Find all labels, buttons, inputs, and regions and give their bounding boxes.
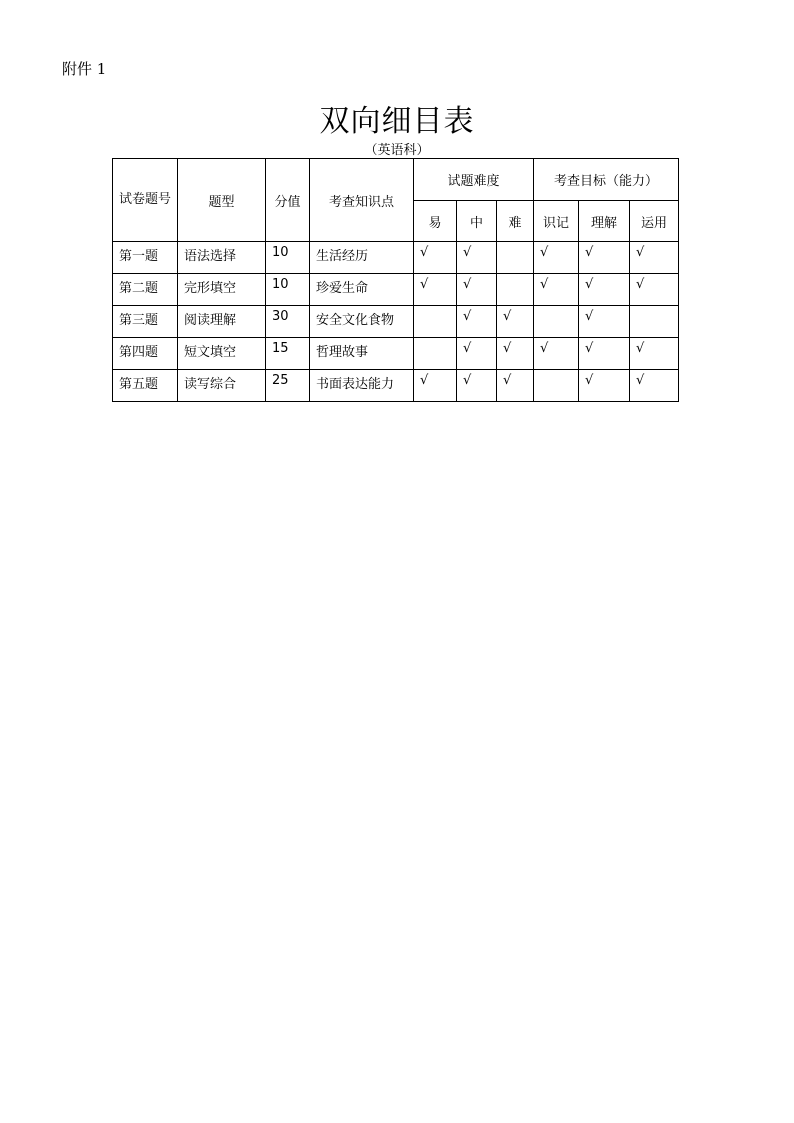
cell-apply-check: √ bbox=[630, 242, 679, 274]
cell-medium-check: √ bbox=[457, 306, 497, 338]
header-difficulty: 试题难度 bbox=[414, 159, 534, 201]
cell-memorize-check bbox=[534, 370, 579, 402]
header-hard: 难 bbox=[497, 201, 534, 242]
table-row bbox=[113, 242, 679, 274]
cell-score: 30 bbox=[266, 306, 310, 338]
table-row bbox=[113, 274, 679, 306]
cell-memorize-check bbox=[534, 306, 579, 338]
cell-memorize-check: √ bbox=[534, 338, 579, 370]
cell-score: 10 bbox=[266, 242, 310, 274]
cell-knowledge: 生活经历 bbox=[310, 242, 414, 274]
cell-hard-check bbox=[497, 274, 534, 306]
header-question-type: 题型 bbox=[178, 159, 266, 242]
cell-medium-check: √ bbox=[457, 274, 497, 306]
cell-apply-check: √ bbox=[630, 370, 679, 402]
header-easy: 易 bbox=[414, 201, 457, 242]
cell-hard-check: √ bbox=[497, 338, 534, 370]
cell-hard-check bbox=[497, 242, 534, 274]
attachment-label: 附件 1 bbox=[62, 60, 107, 78]
cell-knowledge: 安全文化食物 bbox=[310, 306, 414, 338]
cell-easy-check: √ bbox=[414, 274, 457, 306]
cell-apply-check: √ bbox=[630, 338, 679, 370]
cell-understand-check: √ bbox=[579, 242, 630, 274]
header-understand: 理解 bbox=[579, 201, 630, 242]
cell-knowledge: 书面表达能力 bbox=[310, 370, 414, 402]
header-memorize: 识记 bbox=[534, 201, 579, 242]
page-subtitle: （英语科） bbox=[364, 143, 430, 158]
specification-table bbox=[112, 158, 679, 402]
cell-score: 10 bbox=[266, 274, 310, 306]
cell-understand-check: √ bbox=[579, 274, 630, 306]
cell-medium-check: √ bbox=[457, 338, 497, 370]
cell-easy-check: √ bbox=[414, 370, 457, 402]
header-knowledge: 考查知识点 bbox=[310, 159, 414, 242]
table-row bbox=[113, 370, 679, 402]
cell-question-type: 阅读理解 bbox=[178, 306, 266, 338]
table-row bbox=[113, 306, 679, 338]
header-score: 分值 bbox=[266, 159, 310, 242]
cell-knowledge: 哲理故事 bbox=[310, 338, 414, 370]
page-title: 双向细目表 bbox=[319, 104, 475, 139]
cell-question-type: 读写综合 bbox=[178, 370, 266, 402]
cell-question-type: 短文填空 bbox=[178, 338, 266, 370]
cell-medium-check: √ bbox=[457, 242, 497, 274]
cell-hard-check: √ bbox=[497, 370, 534, 402]
cell-score: 15 bbox=[266, 338, 310, 370]
header-apply: 运用 bbox=[630, 201, 679, 242]
table-row bbox=[113, 338, 679, 370]
cell-medium-check: √ bbox=[457, 370, 497, 402]
header-medium: 中 bbox=[457, 201, 497, 242]
cell-question-no: 第三题 bbox=[113, 306, 178, 338]
header-target: 考查目标（能力） bbox=[534, 159, 679, 201]
cell-understand-check: √ bbox=[579, 306, 630, 338]
cell-easy-check: √ bbox=[414, 242, 457, 274]
cell-apply-check bbox=[630, 306, 679, 338]
cell-hard-check: √ bbox=[497, 306, 534, 338]
cell-question-no: 第一题 bbox=[113, 242, 178, 274]
header-question-no: 试卷题号 bbox=[113, 159, 178, 242]
cell-memorize-check: √ bbox=[534, 274, 579, 306]
cell-memorize-check: √ bbox=[534, 242, 579, 274]
cell-score: 25 bbox=[266, 370, 310, 402]
cell-apply-check: √ bbox=[630, 274, 679, 306]
cell-understand-check: √ bbox=[579, 338, 630, 370]
cell-easy-check bbox=[414, 306, 457, 338]
cell-knowledge: 珍爱生命 bbox=[310, 274, 414, 306]
cell-question-type: 语法选择 bbox=[178, 242, 266, 274]
cell-question-type: 完形填空 bbox=[178, 274, 266, 306]
cell-understand-check: √ bbox=[579, 370, 630, 402]
cell-easy-check bbox=[414, 338, 457, 370]
cell-question-no: 第四题 bbox=[113, 338, 178, 370]
cell-question-no: 第五题 bbox=[113, 370, 178, 402]
cell-question-no: 第二题 bbox=[113, 274, 178, 306]
